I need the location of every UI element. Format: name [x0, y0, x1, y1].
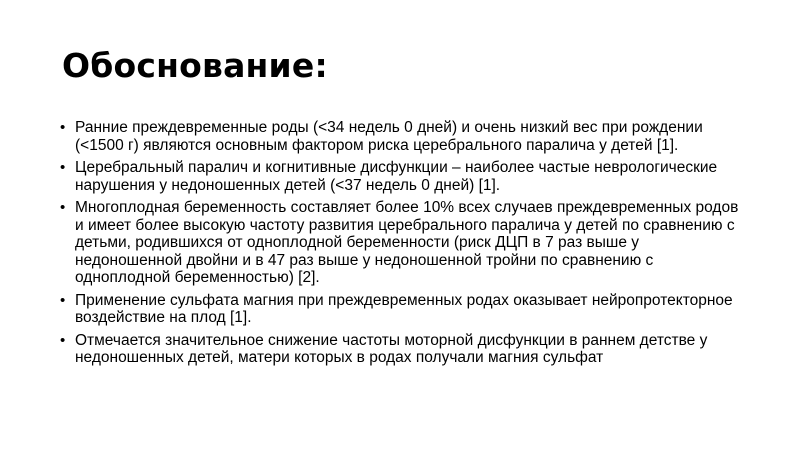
- bullet-dot-icon: •: [60, 119, 66, 136]
- slide-title: Обоснование:: [62, 46, 328, 85]
- bullet-item: [60, 199, 750, 287]
- bullet-dot-icon: •: [60, 159, 66, 176]
- bullet-dot-icon: •: [60, 199, 66, 216]
- bullet-item: [60, 119, 750, 154]
- bullet-item: [60, 159, 750, 194]
- bullet-text: Применение сульфата магния при преждевременных родах оказывает нейропротекторное воздействие на плод [1].: [75, 291, 733, 326]
- bullet-item: [60, 292, 750, 327]
- bullet-item: [60, 332, 750, 367]
- bullet-dot-icon: •: [60, 331, 66, 349]
- bullet-text: Многоплодная беременность составляет более 10% всех случаев преждевременных родов и имеет более высокую частоту развития церебрального паралича у детей по сравнению с детьми, родившихся от одноплодной беременности (риск ДЦП в 7 раз выше у недоношенной двойни и в 47 раз выше у недоношенной тройни по сравнению с одноплодной беременностью) [2].: [75, 199, 739, 286]
- bullet-dot-icon: •: [60, 291, 66, 309]
- bullet-text: Церебральный паралич и когнитивные дисфункции – наиболее частые неврологические нарушения у недоношенных детей (<37 недель 0 дней) [1].: [75, 159, 718, 194]
- bullet-text: Отмечается значительное снижение частоты моторной дисфункции в раннем детстве у недоношенных детей, матери которых в родах получали магния сульфат: [75, 331, 708, 366]
- bullet-list: [60, 119, 750, 372]
- bullet-text: Ранние преждевременные роды (<34 недель 0 дней) и очень низкий вес при рождении (<1500 г) являются основным фактором риска церебрального паралича у детей [1].: [75, 119, 703, 154]
